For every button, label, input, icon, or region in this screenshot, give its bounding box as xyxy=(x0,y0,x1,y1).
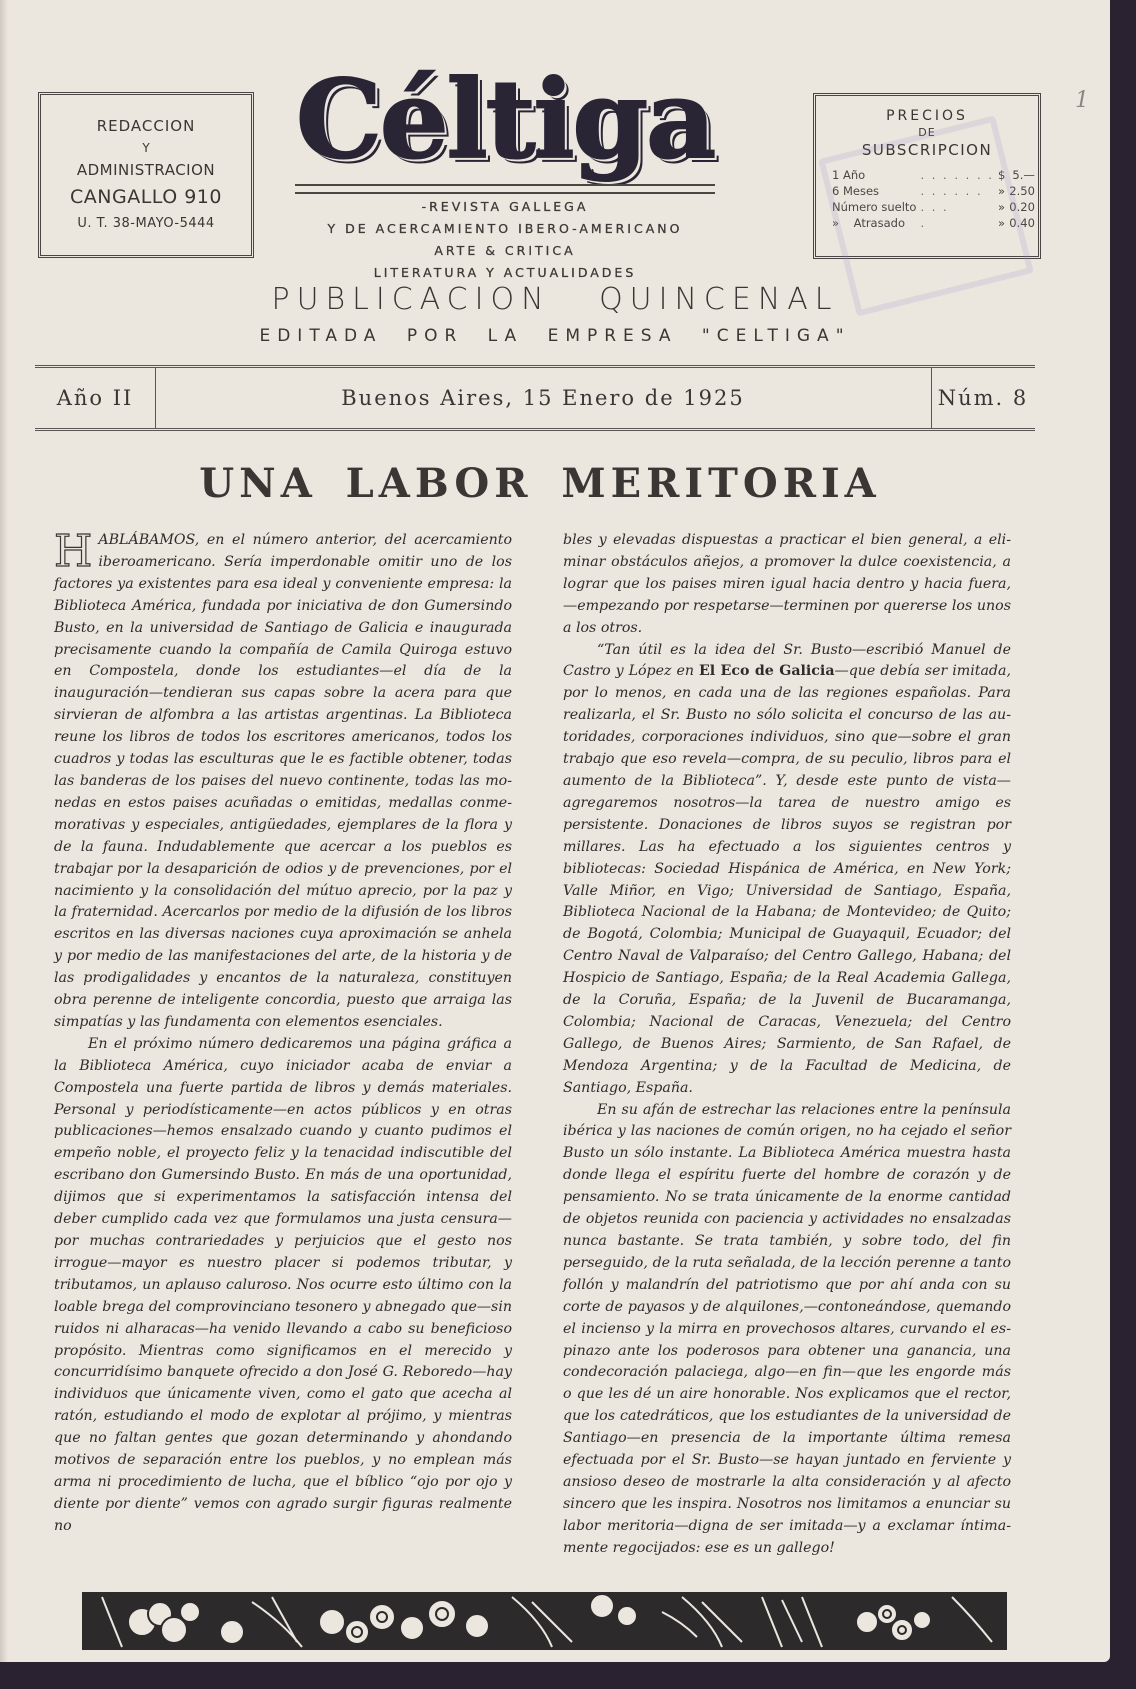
article-paragraph: En su afán de estrechar las relaciones entre la península ibérica y las naciones de común origen, no ha cejado el señor Busto un sólo instante. La Biblioteca América muestra hasta donde llega el espíritu fuerte del hombre de corazón y de pensamiento. No se trata únicamente de la enorme cantidad de objetos reunida con paciencia y actividades no ensalzadas nunca bastante. Se trata también, y sobre todo, del fin perseguido, de la ruta señalada, de la lección perenne a tanto follón y malandrín del patriotismo que por ahí anda con su corte de payasos y de alquilones,—contoneándose, quemando el incienso y la mirra en provechosos altares, curvando el espinazo ante los poderosos para obtener una ganancia, una condecoración palaciega, algo—en fin—que les engorde más o que les dé un aire honorable. Nos explicamos que el rector, que los catedráticos, que los estudiantes de la universidad de Santiago—en presencia de la importante última remesa efectuada por el Sr. Busto—se hayan juntado en ferviente y ansioso deseo de mostrarle la alta consideración y al afecto sincero que les inspira. Nosotros nos limitamos a enunciar su labor meritoria—digna de ser imitada—y a exclamar íntimamente regocijados: ese es un gallego! xyxy=(563,1101,1011,1556)
subscription-prices-box xyxy=(813,93,1041,259)
paragraph-text: ABLÁBAMOS, en el número anterior, del acercamiento iberoamericano. Sería imperdonable omitir uno de los factores ya existentes para esa ideal y conveniente empresa: la Biblioteca América, fundada por iniciativa de don Gumersindo Busto, en la universidad de Santiago de Galicia e inaugurada precisamente cuando la compañía de Camila Quiroga estuvo en Compostela, donde los estudiantes—el día de la inauguración—tendieran sus capas sobre la acera para que sirvieran de alfombra a las artistas argentinas. La Biblioteca reune los libros de todos los escritores americanos, todos los cuadros y todas las esculturas que le es factible obtener, todas las banderas de los paises del nuevo continente, todas las monedas en estos paises acuñadas o emitidas, medallas conmemorativas y especiales, antigüedades, ejemplares de la flora y de la fauna. Indudablemente que acercar a los pueblos es trabajar por la desaparición de odios y de prevenciones, por el nacimiento y la consolidación del mútuo aprecio, por la paz y la fraternidad. Acercarlos por medio de la difusión de los libros escritos en las diversas naciones cuya aproximación se anhela y por medio de las manifestaciones del arte, de la historia y de las prodigalidades y encantos de la naturaleza, constituyen obra perenne de inteligente concordia, puesto que arraiga las simpatías y las fundamenta con elementos esenciales. xyxy=(54,532,512,1030)
quote-body: —que debía ser imitada, por lo menos, en cada una de las regiones españolas. Para realizarla, el Sr. Busto no sólo solicita el concurso de las autoridades, corporaciones individuos, sino que—sobre el gran trabajo que eso revela—compra, de su peculio, libros para el aumento de la Biblioteca”. Y, desde este punto de vista—agregaremos nosotros—la tarea de nuestro amigo es persistente. Donaciones de libros suyos se registran por millares. Las ha efectuado a los siguientes centros y bibliotecas: Sociedad Hispánica de América, en New York; Valle Miñor, en Vigo; Universidad de Santiago, España, Biblioteca Nacional de la Habana; de Montevideo; de Quito; de Bogotá, Colombia; Municipal de Guayaquil, Ecuador; del Centro Naval de Valparaíso; del Centro Gallego, Habana; del Hospicio de Santiago, España; de la Real Academia Gallega, de la Coruña, España; de la Juvenil de Bucaramanga, Colombia; Nacional de Caracas, Venezuela; del Centro Gallego, de Buenos Aires; Sarmiento, de San Rafael, de Mendoza Argentina; y de la Facultad de Medicina, de Santiago, España. xyxy=(563,663,1011,1096)
editorial-address-box xyxy=(38,92,254,258)
quote-intro: “Tan útil es la idea del Sr. Busto—escribió Manuel de Castro y López en xyxy=(563,641,1011,680)
prices-title: PRECIOS xyxy=(886,108,968,124)
subtitle-line-2: Y DE ACERCAMIENTO IBERO-AMERICANO xyxy=(327,221,683,236)
box-line-administracion: ADMINISTRACION xyxy=(76,161,216,179)
subtitle-line-4: LITERATURA Y ACTUALIDADES xyxy=(373,265,637,280)
price-row xyxy=(830,199,1037,215)
publisher-line: EDITADA POR LA EMPRESA "CELTIGA" xyxy=(259,326,851,346)
decorative-floral-border-icon xyxy=(82,1592,1007,1650)
celtiga-logo: Céltiga xyxy=(295,57,715,183)
article-column-left xyxy=(54,526,512,1538)
price-table xyxy=(830,167,1037,231)
prices-title-de: DE xyxy=(918,126,936,139)
box-line-phone: U. T. 38-MAYO-5444 xyxy=(77,216,215,231)
newspaper-name: El Eco de Galicia xyxy=(698,663,835,680)
price-dots: . . . . . . xyxy=(920,184,983,198)
price-dots: . . . xyxy=(920,200,949,214)
drop-cap-letter: H xyxy=(54,526,93,577)
article-paragraph: bles y elevadas dispuestas a practicar el bien general, a eliminar obstáculos añejos, a promover la dulce coexistencia, a lograr que los paises miren igual hacia dentro y hacia fuera, —empezando por respetarse—terminen por quererse los unos a los otros. xyxy=(563,532,1011,636)
article-paragraph xyxy=(54,526,512,1034)
publication-frequency: PUBLICACION QUINCENAL xyxy=(271,282,839,317)
floral-pattern xyxy=(82,1592,1007,1650)
price-dots: . xyxy=(920,216,927,230)
box-line-address: CANGALLO 910 xyxy=(70,186,222,208)
issue-date-bar xyxy=(35,365,1035,431)
price-currency: » xyxy=(997,216,1006,230)
price-label: Número suelto xyxy=(832,200,917,214)
price-label: 6 Meses xyxy=(832,184,880,198)
subtitle-line-3: ARTE & CRITICA xyxy=(434,243,576,258)
price-currency: » xyxy=(997,184,1006,198)
price-value: 0.40 xyxy=(1009,216,1035,230)
price-row xyxy=(830,167,1037,183)
margin-pencil-note: 1 xyxy=(1075,88,1089,113)
article-column-right xyxy=(563,530,1011,1560)
price-dots: . . . . . . . xyxy=(920,168,994,182)
price-row xyxy=(830,183,1037,199)
price-label: » Atrasado xyxy=(832,216,905,230)
article-title: UNA LABOR MERITORIA xyxy=(199,460,881,507)
issue-year: Año II xyxy=(35,368,156,428)
article-paragraph: En el próximo número dedicaremos una página gráfica a la Biblioteca América, cuyo iniciador acaba de enviar a Compostela una fuerte partida de libros y demás materiales. Personal y periodísticamente—en actos públicos y en otras publicaciones—hemos ensalzado cuando y cuanto pudimos el empeño noble, el proyecto feliz y la tenacidad indiscutible del escribano don Gumersindo Busto. En más de una oportunidad, dijimos que si experimentamos la satisfacción intensa del deber cumplido cada vez que formulamos una justa censura—por muchas contrariedades y perjuicios que el gesto nos irrogue—mayor es nuestro placer si podemos tributar, y tributamos, un aplauso caluroso. Nos ocurre esto último con la loable brega del comprovinciano tesonero y abnegado que—sin ruidos ni alharacas—ha venido llevando a cabo su beneficioso propósito. Mientras como significamos en el merecido y concurridísimo banquete ofrecido a don José G. Reboredo—hay individuos que únicamente viven, como el gato que acecha al ratón, estudiando el modo de explotar al prójimo, y mientras que no faltan gentes que gozan determinando y ahondando motivos de separación entre los pueblos, y no emplean más arma ni procedimiento de lucha, que el bíblico “ojo por ojo y diente por diente” vemos con agrado surgir figuras realmente no xyxy=(54,1035,512,1534)
issue-number: Núm. 8 xyxy=(937,386,1029,410)
price-value: 5.— xyxy=(1012,168,1035,182)
prices-title-subscripcion: SUBSCRIPCION xyxy=(861,141,993,159)
article-paragraph xyxy=(563,640,1011,1100)
price-value: 2.50 xyxy=(1009,184,1035,198)
issue-place-date: Buenos Aires, 15 Enero de 1925 xyxy=(155,368,932,428)
subtitle-line-1: -REVISTA GALLEGA xyxy=(421,199,589,214)
logo-underline-rule xyxy=(295,184,715,194)
price-currency: » xyxy=(997,200,1006,214)
box-line-redaccion: REDACCION xyxy=(96,117,196,135)
price-row xyxy=(830,215,1037,231)
price-value: 0.20 xyxy=(1009,200,1035,214)
price-currency: $ xyxy=(997,168,1006,182)
masthead xyxy=(295,57,715,284)
price-label: 1 Año xyxy=(832,168,866,182)
box-line-y: Y xyxy=(142,141,150,155)
